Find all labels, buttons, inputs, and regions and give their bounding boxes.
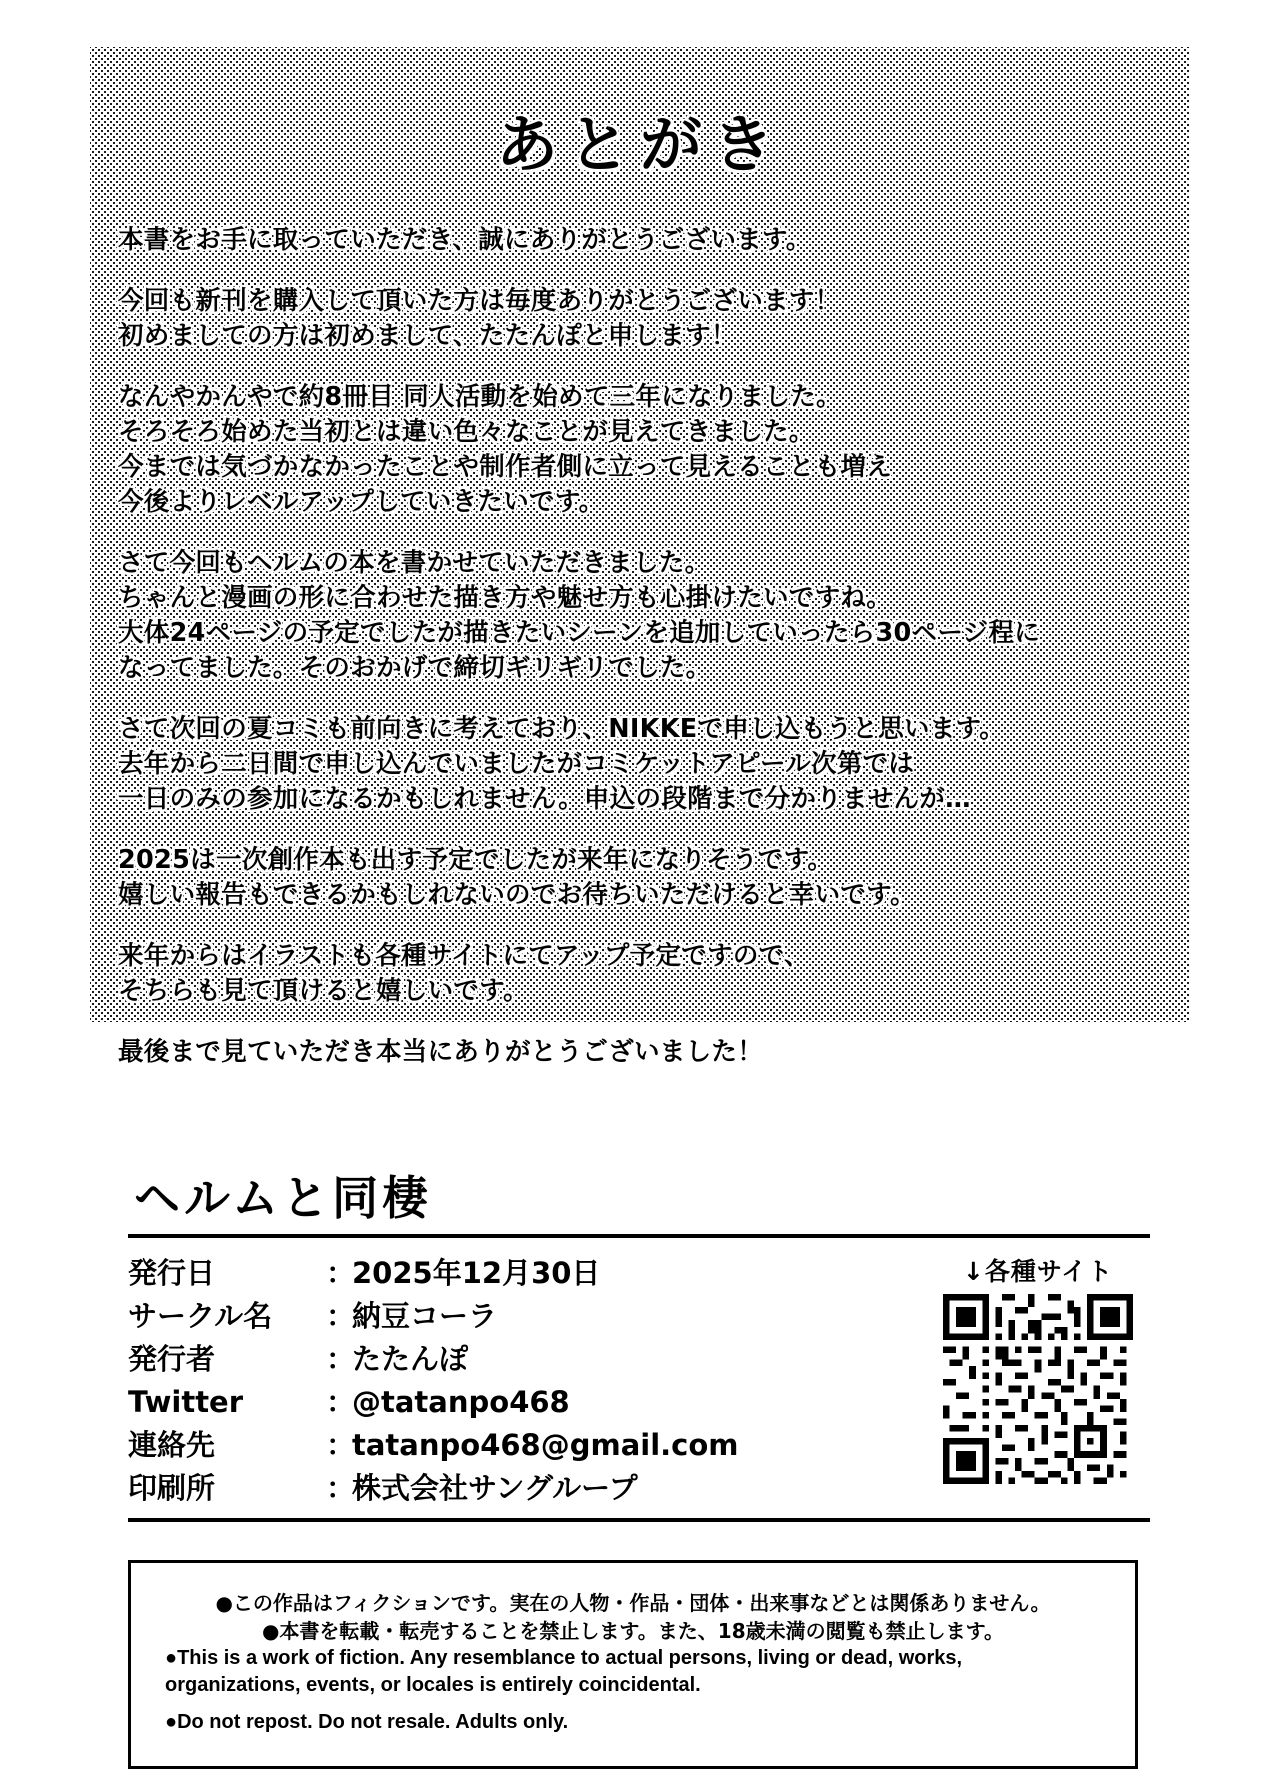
afterword-line: 嬉しい報告もできるかもしれないのでお待ちいただけると幸いです。 <box>118 880 916 910</box>
colophon-label: 発行者 <box>128 1342 216 1376</box>
afterword-line: ちゃんと漫画の形に合わせた描き方や魅せ方も心掛けたいですね。 <box>118 583 893 613</box>
afterword-paragraph <box>118 843 1166 913</box>
afterword-line: 今までは気づかなかったことや制作者側に立って見えることも増え <box>118 452 893 482</box>
disclaimer-inner <box>147 1577 1119 1750</box>
qr-code-icon[interactable] <box>943 1294 1133 1484</box>
afterword-line: 初めましての方は初めまして、たたんぽと申します！ <box>118 321 737 351</box>
colophon-separator: ： <box>326 1342 356 1376</box>
afterword-paragraph <box>118 939 1166 1009</box>
colophon-label: 連絡先 <box>128 1428 216 1462</box>
afterword-line: 来年からはイラストも各種サイトにてアップ予定ですので、 <box>118 941 810 971</box>
afterword-line: 今回も新刊を購入して頂いた方は毎度ありがとうございます！ <box>118 286 841 316</box>
qr-caption: ↓各種サイト <box>962 1257 1114 1286</box>
colophon-row <box>128 1252 848 1295</box>
colophon-row <box>128 1467 848 1510</box>
colophon-bottom-divider <box>128 1518 1150 1522</box>
colophon-value: 2025年12月30日 <box>352 1256 601 1290</box>
colophon-separator: ： <box>326 1299 356 1333</box>
disclaimer-line-en: ●This is a work of fiction. Any resemblance to actual persons, living or dead, works, <box>165 1647 963 1669</box>
colophon-label: 発行日 <box>128 1256 216 1290</box>
colophon <box>128 1162 1150 1522</box>
afterword-line: 一日のみの参加になるかもしれません。申込の段階まで分かりませんが… <box>118 784 971 814</box>
colophon-body <box>128 1238 1150 1510</box>
afterword-body <box>118 223 1166 1096</box>
afterword-line: なんやかんやで約8冊目 同人活動を始めて三年になりました。 <box>118 382 842 412</box>
afterword-line: 今後よりレベルアップしていきたいです。 <box>118 487 605 517</box>
colophon-separator: ： <box>326 1385 356 1419</box>
afterword-line: そろそろ始めた当初とは違い色々なことが見えてきました。 <box>118 417 815 447</box>
afterword-line: 最後まで見ていただき本当にありがとうございました！ <box>118 1037 764 1067</box>
afterword-line: なってました。そのおかげで締切ギリギリでした。 <box>118 653 712 683</box>
colophon-row <box>128 1295 848 1338</box>
colophon-label: 印刷所 <box>128 1471 216 1505</box>
afterword-line: そちらも見て頂けると嬉しいです。 <box>118 976 529 1006</box>
afterword-line: さて今回もヘルムの本を書かせていただきました。 <box>118 548 711 578</box>
colophon-row <box>128 1381 848 1424</box>
colophon-value: たたんぽ <box>352 1342 469 1376</box>
colophon-separator: ： <box>326 1256 356 1290</box>
colophon-label: Twitter <box>128 1385 244 1419</box>
disclaimer-box <box>128 1560 1138 1769</box>
afterword-line: 大体24ページの予定でしたが描きたいシーンを追加していったら30ページ程に <box>118 618 1041 648</box>
colophon-value-email[interactable]: tatanpo468@gmail.com <box>352 1428 739 1462</box>
afterword-paragraph <box>118 223 1166 258</box>
afterword-line: 2025は一次創作本も出す予定でしたが来年になりそうです。 <box>118 845 834 875</box>
colophon-value: 納豆コーラ <box>352 1299 498 1333</box>
disclaimer-line-en: organizations, events, or locales is entirely coincidental. <box>165 1674 701 1696</box>
colophon-row <box>128 1338 848 1381</box>
afterword-line: 去年から二日間で申し込んでいましたがコミケットアピール次第では <box>118 749 915 779</box>
afterword-line: さて次回の夏コミも前向きに考えており、NIKKEで申し込もうと思います。 <box>118 714 1006 744</box>
afterword-title: あとがき <box>495 108 784 181</box>
afterword-paragraph <box>118 712 1166 817</box>
qr-block <box>932 1252 1150 1484</box>
afterword-panel <box>90 47 1190 1067</box>
afterword-paragraph <box>118 284 1166 354</box>
colophon-row <box>128 1424 848 1467</box>
disclaimer-line-jp: ●この作品はフィクションです。実在の人物・作品・団体・出来事などとは関係ありません。 <box>215 1591 1051 1615</box>
colophon-value-twitter[interactable]: @tatanpo468 <box>352 1385 570 1419</box>
disclaimer-line-jp: ●本書を転載・転売することを禁止します。また、18歳未満の閲覧も禁止します。 <box>261 1619 1005 1643</box>
disclaimer-line-en: ●Do not repost. Do not resale. Adults only. <box>165 1711 569 1733</box>
book-title: ヘルムと同棲 <box>134 1171 433 1225</box>
colophon-separator: ： <box>326 1471 356 1505</box>
afterword-paragraph <box>118 1035 1166 1070</box>
colophon-field-list <box>128 1252 848 1510</box>
colophon-value: 株式会社サングループ <box>352 1471 638 1505</box>
afterword-paragraph <box>118 546 1166 686</box>
afterword-line: 本書をお手に取っていただき、誠にありがとうございます。 <box>118 225 812 255</box>
colophon-label: サークル名 <box>128 1299 273 1333</box>
afterword-paragraph <box>118 380 1166 520</box>
colophon-separator: ： <box>326 1428 356 1462</box>
